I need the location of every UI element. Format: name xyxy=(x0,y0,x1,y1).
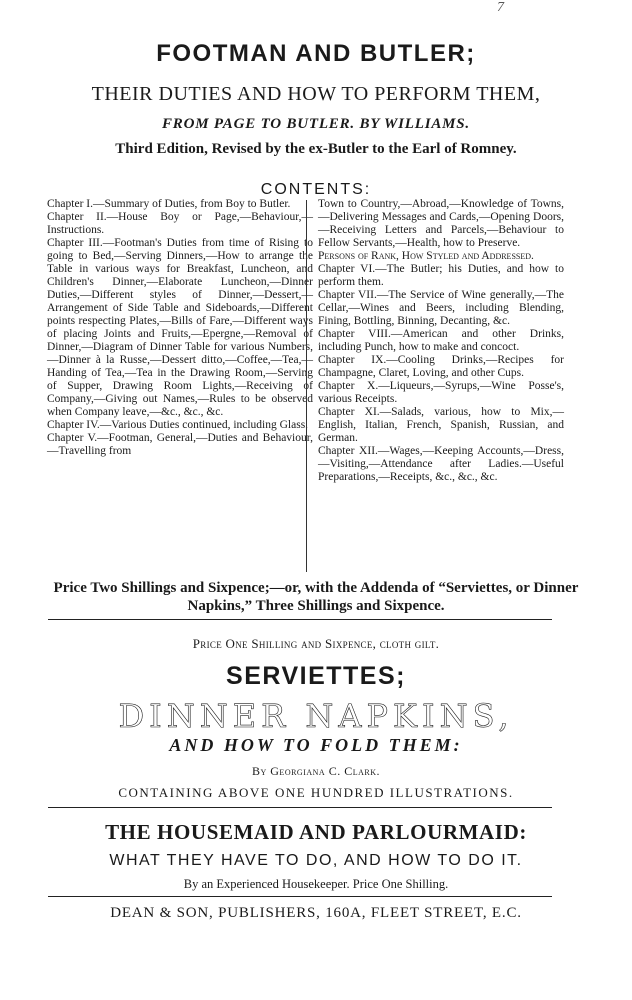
book-subtitle-housemaid: WHAT THEY HAVE TO DO, AND HOW TO DO IT. xyxy=(109,852,523,869)
column-divider xyxy=(306,200,307,572)
book-title-housemaid: THE HOUSEMAID AND PARLOURMAID: xyxy=(105,820,527,844)
book-byline-housemaid: By an Experienced Housekeeper. Price One Shilling. xyxy=(183,877,449,891)
contents-left-column xyxy=(47,198,313,458)
book-byline-footman: FROM PAGE TO BUTLER. BY WILLIAMS. xyxy=(162,116,470,132)
contents-entry: Chapter IX.—Cooling Drinks,—Recipes for Champagne, Claret, Loving, and other Cups. xyxy=(318,354,564,379)
book-title-serviettes: SERVIETTES; xyxy=(226,662,406,690)
contents-entry: Chapter II.—House Boy or Page,—Behaviour,—Instructions. xyxy=(47,211,313,236)
margin-mark: 7 xyxy=(497,0,504,15)
divider-rule xyxy=(48,619,552,620)
book-subtitle-dinner-napkins: DINNER NAPKINS, xyxy=(118,697,514,735)
contents-entry: Chapter XII.—Wages,—Keeping Accounts,—Dress,—Visiting,—Attendance after Ladies.—Useful Preparations,—Receipts, &c., &c., &c. xyxy=(318,445,564,483)
contents-entry: Chapter VI.—The Butler; his Duties, and how to perform them. xyxy=(318,263,564,288)
contents-entry: Chapter VII.—The Service of Wine generally,—The Cellar,—Wines and Beers, including Blending, Fining, Bottling, Binning, Decanting, &c. xyxy=(318,289,564,327)
contents-entry: Chapter VIII.—American and other Drinks, including Punch, how to make and concoct. xyxy=(318,328,564,353)
book-subtitle-footman: THEIR DUTIES AND HOW TO PERFORM THEM, xyxy=(91,83,541,105)
divider-rule xyxy=(48,896,552,897)
contents-entry: Chapter III.—Footman's Duties from time of Rising to going to Bed,—Serving Dinners,—How to arrange the Table in various ways for Breakfast, Luncheon, and Children's Dinner,—Elaborate Luncheon,—Dinner Duties,—Different styles of Dinner,—Dessert,—Arrangement of Side Table and Sideboards,—Different points respecting Plates,—Bills of Fare,—Different ways of placing Joints and Fruits,—Epergne,—Removal of Dinner,—Diagram of Dinner Table for various Numbers,—Dinner à la Russe,—Dessert ditto,—Coffee,—Tea,—Handing of Tea,—Tea in the Drawing Room,—Serving of Supper, Drawing Room Lights,—Receiving of Company,—Giving out Names,—Rules to be observed when Company leave,—&c., &c., &c. xyxy=(47,237,313,418)
serviettes-price: Price One Shilling and Sixpence, cloth gilt. xyxy=(192,636,440,651)
author-clark: By Georgiana C. Clark. xyxy=(251,764,380,778)
divider-rule xyxy=(48,807,552,808)
book-title-footman: FOOTMAN AND BUTLER; xyxy=(156,40,476,67)
price-note: Price Two Shillings and Sixpence;—or, with the Addenda of “Serviettes, or Dinner Napkins,” Three Shillings and Sixpence. xyxy=(53,580,579,614)
edition-note: Third Edition, Revised by the ex-Butler to the Earl of Romney. xyxy=(115,141,517,157)
contents-entry: Chapter X.—Liqueurs,—Syrups,—Wine Posse's, various Receipts. xyxy=(318,380,564,405)
publisher-imprint: DEAN & SON, PUBLISHERS, 160A, FLEET STREET, E.C. xyxy=(110,905,522,921)
illustrations-note: CONTAINING ABOVE ONE HUNDRED ILLUSTRATIONS. xyxy=(118,785,514,800)
contents-heading: CONTENTS: xyxy=(260,181,372,198)
contents-entry: Chapter I.—Summary of Duties, from Boy to Butler. xyxy=(47,198,291,210)
contents-entry: Chapter V.—Footman, General,—Duties and Behaviour,—Travelling from xyxy=(47,432,313,457)
contents-entry: Persons of Rank, How Styled and Addressed. xyxy=(318,250,534,262)
contents-entry: Chapter XI.—Salads, various, how to Mix,—English, Italian, French, Spanish, Russian, and German. xyxy=(318,406,564,444)
contents-entry: Town to Country,—Abroad,—Knowledge of Towns,—Delivering Messages and Cards,—Opening Doors,—Receiving Letters and Parcels,—Behaviour to Fellow Servants,—Health, how to Preserve. xyxy=(318,198,564,249)
book-tagline-fold: AND HOW TO FOLD THEM: xyxy=(169,735,463,755)
contents-right-column xyxy=(318,198,564,484)
contents-entry: Chapter IV.—Various Duties continued, including Glass. xyxy=(47,419,309,431)
